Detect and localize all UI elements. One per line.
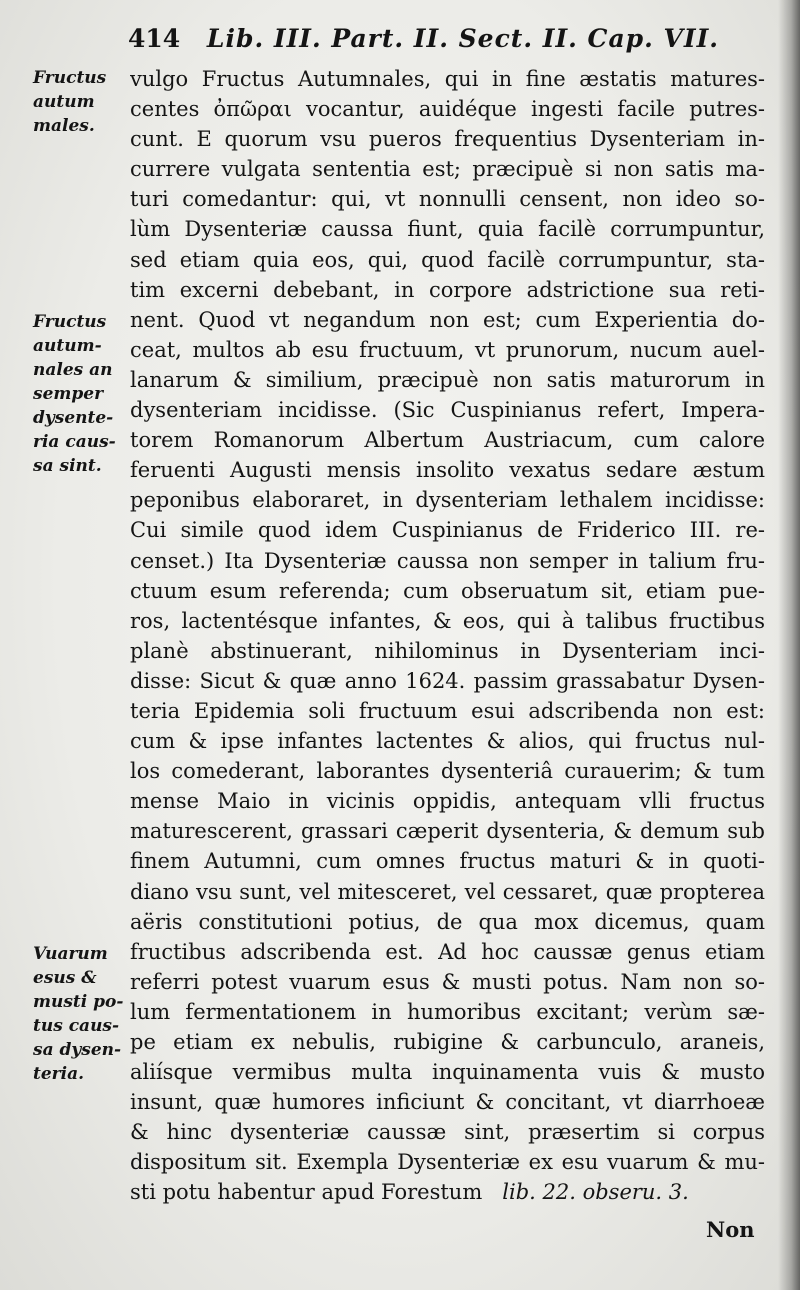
text-line: diano vsu sunt, vel mitesceret, vel cessaret, quæ propterea [130, 879, 765, 904]
margin-note-line: esus & [33, 968, 97, 988]
body-text [130, 64, 765, 1208]
text-line: sed etiam quia eos, qui, quod facilè corrumpuntur, sta- [130, 247, 765, 272]
text-line: torem Romanorum Albertum Austriacum, cum calore [130, 428, 765, 453]
catchword: Non [706, 1217, 755, 1242]
text-line: los comederant, laborantes dysenteriâ curauerim; & tum [130, 759, 765, 784]
margin-note-line: autum- [33, 336, 102, 356]
text-line: cunt. E quorum vsu pueros frequentius Dysenteriam in- [130, 127, 765, 152]
text-line: maturescerent, grassari cæperit dysenteria, & demum sub [130, 819, 765, 844]
text-line-last [130, 1177, 765, 1207]
margin-note-line: ria caus- [33, 432, 116, 452]
page-number: 414 [128, 24, 181, 53]
text-line: teria Epidemia soli fructuum esui adscribenda non est: [130, 698, 765, 723]
margin-note-line: nales an [33, 360, 113, 380]
margin-note-line: sa sint. [33, 456, 102, 476]
text-line: fructibus adscribenda est. Ad hoc caussæ genus etiam [130, 939, 765, 964]
text-line: insunt, quæ humores inficiunt & concitant, vt diarrhoeæ [130, 1090, 765, 1115]
text-line: dysenteriam incidisse. (Sic Cuspinianus refert, Impera- [130, 398, 765, 423]
text-line: feruenti Augusti mensis insolito vexatus sedare æstum [130, 458, 765, 483]
margin-note-fructus-dysenteria [33, 310, 128, 478]
text-line: aëris constitutioni potius, de qua mox dicemus, quam [130, 909, 765, 934]
margin-note-line: Vuarum [33, 944, 108, 964]
margin-note-line: autum [33, 92, 95, 112]
running-head: Lib. III. Part. II. Sect. II. Cap. VII. [206, 24, 720, 53]
text-line: & hinc dysenteriæ caussæ sint, præsertim si corpus [130, 1120, 765, 1145]
text-line: ceat, multos ab esu fructuum, vt prunorum, nucum auel- [130, 337, 765, 362]
margin-note-line: sa dysen- [33, 1040, 122, 1060]
margin-note-line: teria. [33, 1064, 85, 1084]
margin-note-line: musti po- [33, 992, 124, 1012]
margin-note-fructus-autumnales [33, 66, 128, 138]
margin-note-line: Fructus [33, 68, 107, 88]
text-line: dispositum sit. Exempla Dysenteriæ ex esu vuarum & mu- [130, 1150, 765, 1175]
text-line: ros, lactentésque infantes, & eos, qui à talibus fructibus [130, 608, 765, 633]
text-line: vulgo Fructus Autumnales, qui in fine æstatis matures- [130, 67, 765, 91]
text-line: lanarum & similium, præcipuè non satis maturorum in [130, 367, 765, 392]
text-line: centes ὀπῶραι vocantur, auidéque ingesti facile putres- [130, 97, 765, 122]
text-line: pe etiam ex nebulis, rubigine & carbunculo, araneis, [130, 1030, 765, 1054]
margin-note-line: males. [33, 116, 95, 136]
margin-note-line: tus caus- [33, 1016, 120, 1036]
text-line: disse: Sicut & quæ anno 1624. passim grassabatur Dysen- [130, 668, 765, 693]
text-line: currere vulgata sententia est; præcipuè si non satis ma- [130, 157, 765, 182]
page-edge-shadow [778, 0, 800, 1290]
text-line: ctuum esum referenda; cum obseruatum sit, etiam pue- [130, 578, 765, 603]
text-line: lùm Dysenteriæ caussa fiunt, quia facilè corrumpuntur, [130, 217, 765, 242]
text-line: nent. Quod vt negandum non est; cum Experientia do- [130, 307, 765, 332]
text-line: lum fermentationem in humoribus excitant; verùm sæ- [130, 999, 765, 1024]
margin-note-vuarum-musti [33, 942, 128, 1086]
text-line: tim excerni debebant, in corpore adstrictione sua reti- [130, 277, 765, 302]
text-line: peponibus elaboraret, in dysenteriam lethalem incidisse: [130, 488, 765, 513]
text-line: referri potest vuarum esus & musti potus. Nam non so- [130, 969, 765, 994]
text-line: finem Autumni, cum omnes fructus maturi & in quoti- [130, 849, 765, 874]
margin-note-line: Fructus [33, 312, 107, 332]
text-line: censet.) Ita Dysenteriæ caussa non semper in talium fru- [130, 548, 765, 573]
text-line: sti potu habentur apud Forestum [130, 1180, 483, 1205]
margin-note-line: dysente- [33, 408, 114, 428]
text-line: cum & ipse infantes lactentes & alios, qui fructus nul- [130, 729, 765, 754]
text-line: Cui simile quod idem Cuspinianus de Friderico III. re- [130, 518, 765, 543]
text-line: mense Maio in vicinis oppidis, antequam vlli fructus [130, 789, 765, 814]
text-line: aliísque vermibus multa inquinamenta vuis & musto [130, 1060, 765, 1085]
margin-note-line: semper [33, 384, 104, 404]
citation-reference: lib. 22. obseru. 3. [502, 1180, 689, 1205]
text-line: turi comedantur: qui, vt nonnulli censent, non ideo so- [130, 187, 765, 212]
page-header [128, 24, 728, 60]
text-line: planè abstinuerant, nihilominus in Dysenteriam inci- [130, 638, 765, 663]
